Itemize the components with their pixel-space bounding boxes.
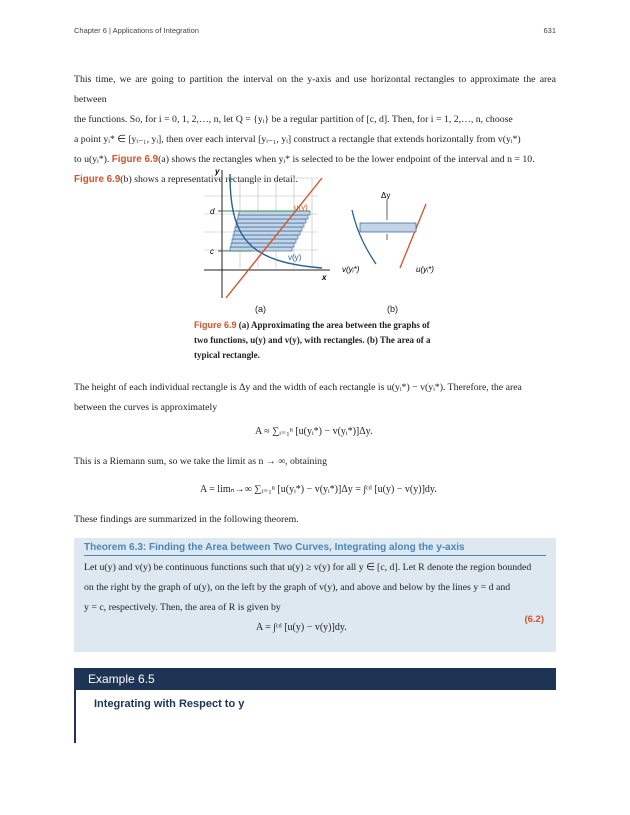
theorem-box xyxy=(74,538,556,652)
figure-b xyxy=(342,191,434,274)
figure-link[interactable]: Figure 6.9 xyxy=(74,174,121,185)
line-u-detail xyxy=(400,204,426,268)
theorem-line-1: Let u(y) and v(y) be continuous functions such that u(y) ≥ v(y) for all y ∈ [c, d]. Let R denote the region bounded xyxy=(84,562,532,573)
label-d: d xyxy=(210,207,215,216)
typical-rectangle xyxy=(360,223,416,232)
subfigure-a-label: (a) xyxy=(255,304,266,314)
theorem-line-2: on the right by the graph of u(y), on the left by the graph of v(y), and above and below by the lines y = d and xyxy=(84,582,511,593)
intro-line-3: a point yᵢ* ∈ [yᵢ₋₁, yᵢ], then over each interval [yᵢ₋₁, yᵢ] construct a rectangle that extends horizontally from v(yᵢ*) xyxy=(74,134,521,145)
theorem-equation: A = ∫ᶜᵈ [u(y) − v(y)]dy. xyxy=(256,622,347,633)
para2-line-2: between the curves is approximately xyxy=(74,402,218,413)
intro-line-2: the functions. So, for i = 0, 1, 2,…, n, let Q = {yᵢ} be a regular partition of [c, d]. Then, for i = 1, 2,…, n, choose xyxy=(74,114,513,125)
label-c: c xyxy=(210,247,214,256)
approx-rectangles xyxy=(230,211,310,251)
intro-line-1: This time, we are going to partition the interval on the y-axis and use horizontal rectangles to approximate the area between xyxy=(74,74,556,105)
equation-riemann-sum: A ≈ ∑ᵢ₌₁ⁿ [u(yᵢ*) − v(yᵢ*)]Δy. xyxy=(255,426,373,437)
subfigure-b-label: (b) xyxy=(387,304,398,314)
label-u-star: u(yᵢ*) xyxy=(416,265,434,274)
axis-y-label: y xyxy=(215,167,220,176)
intro-line-5-post: (b) shows a representative rectangle in detail. xyxy=(120,174,298,185)
page-number: 631 xyxy=(543,26,556,35)
theorem-line-3: y = c, respectively. Then, the area of R is given by xyxy=(84,602,281,613)
intro-line-4-post: (a) shows the rectangles when yᵢ* is selected to be the lower endpoint of the interval and n = 10. xyxy=(158,154,535,165)
theorem-title: Theorem 6.3: Finding the Area between Two Curves, Integrating along the y-axis xyxy=(84,542,546,556)
chapter-header: Chapter 6 | Applications of Integration xyxy=(74,26,199,35)
figure-a xyxy=(204,167,330,298)
figure-6-9 xyxy=(190,160,450,310)
example-title: Integrating with Respect to y xyxy=(94,698,245,710)
figure-link[interactable]: Figure 6.9 xyxy=(111,154,159,165)
label-dy: Δy xyxy=(381,191,391,200)
example-header xyxy=(74,668,556,690)
summary-paragraph: These findings are summarized in the following theorem. xyxy=(74,514,299,525)
caption-label: Figure 6.9 xyxy=(194,320,237,330)
curve-v-detail xyxy=(352,210,376,264)
label-v: v(y) xyxy=(288,253,302,262)
theorem-body xyxy=(84,558,546,618)
label-u: u(y) xyxy=(294,203,308,212)
equation-number: (6.2) xyxy=(524,614,544,625)
riemann-paragraph: This is a Riemann sum, so we take the limit as n → ∞, obtaining xyxy=(74,456,327,467)
example-label: Example 6.5 xyxy=(88,672,155,686)
para2-line-1: The height of each individual rectangle is Δy and the width of each rectangle is u(yᵢ*) − v(yᵢ*). Therefore, the area xyxy=(74,382,522,393)
rectangle-paragraph xyxy=(74,378,556,418)
equation-limit: A = limₙ→∞ ∑ᵢ₌₁ⁿ [u(yᵢ*) − v(yᵢ*)]Δy = ∫ᶜᵈ [u(y) − v(y)]dy. xyxy=(200,484,437,495)
axis-x-label: x xyxy=(322,273,327,282)
caption-text: (a) Approximating the area between the graphs of two functions, u(y) and v(y), with rectangles. (b) The area of a typical rectangle. xyxy=(194,320,431,360)
example-side-rule xyxy=(74,690,76,743)
intro-line-4-pre: to u(yᵢ*). xyxy=(74,154,110,165)
figure-caption xyxy=(194,318,444,363)
label-v-star: v(yᵢ*) xyxy=(342,265,360,274)
